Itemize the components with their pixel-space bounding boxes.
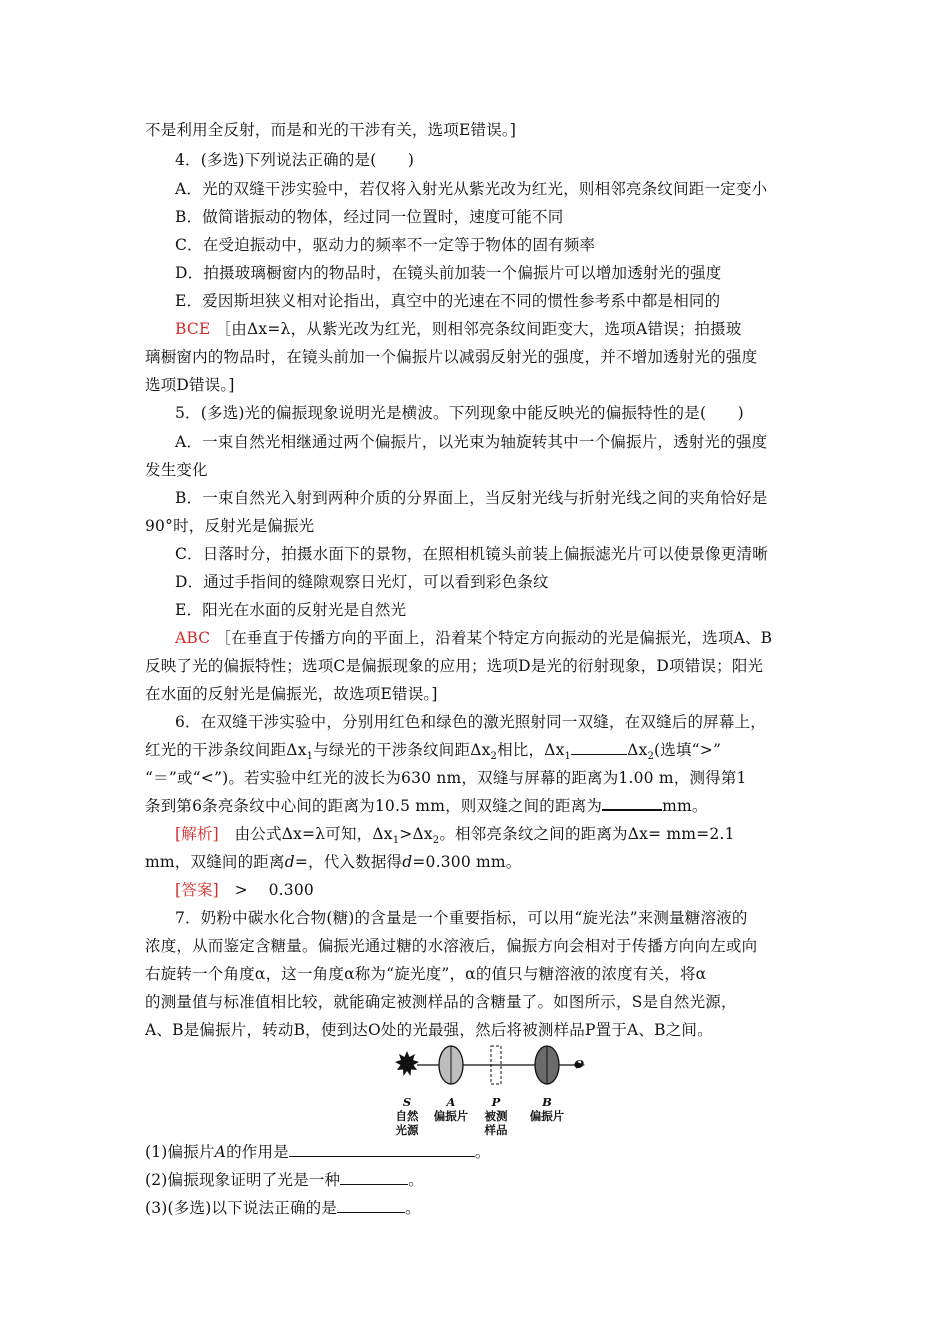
sun-icon: [395, 1051, 419, 1076]
explanation-text: 反映了光的偏振特性；选项C是偏振现象的应用；选项D是光的衍射现象，D项错误；阳光: [145, 657, 764, 675]
question-5-option-a: A．一束自然光相继通过两个偏振片，以光束为轴旋转其中一个偏振片，透射光的强度: [175, 433, 768, 451]
question-5-option-c: C．日落时分，拍摄水面下的景物，在照相机镜头前装上偏振滤光片可以使景像更清晰: [175, 545, 768, 563]
subscript: 1: [392, 835, 400, 847]
question-7-line: 右旋转一个角度α，这一角度α称为“旋光度”，α的值只与糖溶液的浓度有关，将α: [145, 965, 707, 983]
text-span: (选填“>”: [654, 741, 722, 759]
question-4-option-b: B．做简谐振动的物体，经过同一位置时，速度可能不同: [175, 208, 564, 226]
label-o: O: [573, 1057, 585, 1071]
answer-label: BCE: [175, 320, 211, 338]
text-span: 。: [405, 1199, 421, 1217]
text-span: d: [284, 853, 295, 871]
sub-question-2: [145, 1166, 825, 1194]
question-6-line: “＝”或“<”)。若实验中红光的波长为630 nm，双缝与屏幕的距离为1.00 m，测得第1: [145, 769, 747, 787]
caption-text: 光源: [395, 1123, 419, 1137]
question-7-line: 7．奶粉中碳水化合物(糖)的含量是一个重要指标，可以用“旋光法”来测量糖溶液的: [175, 909, 748, 927]
question-7-line: A、B是偏振片，转动B，使到达O处的光最强，然后将被测样品P置于A、B之间。: [145, 1021, 713, 1039]
question-5-option-a-cont: 发生变化: [145, 461, 208, 479]
fill-blank[interactable]: [571, 740, 627, 755]
caption-text: 偏振片: [529, 1109, 565, 1123]
subscript: 1: [306, 751, 314, 763]
caption-text: 被测: [484, 1109, 508, 1123]
explanation-text: 璃橱窗内的物品时，在镜头前加一个偏振片以减弱反射光的强度，并不增加透射光的强度: [145, 348, 758, 366]
text-span: >Δx: [399, 825, 433, 843]
question-5-stem: 5．(多选)光的偏振现象说明光是横波。下列现象中能反映光的偏振特性的是( ): [175, 404, 744, 422]
label-p: P: [491, 1095, 501, 1109]
question-6-line: 6．在双缝干涉实验中，分别用红色和绿色的激光照射同一双缝，在双缝后的屏幕上，: [175, 713, 766, 731]
question-4-stem: 4．(多选)下列说法正确的是( ): [175, 151, 415, 169]
question-4-option-e: E．爱因斯坦狭义相对论指出，真空中的光速在不同的惯性参考系中都是相同的: [175, 292, 721, 310]
analysis-label: [解析]: [175, 825, 219, 843]
text-span: 。: [474, 1143, 491, 1161]
question-7-line: 的测量值与标准值相比较，就能确定被测样品的含糖量了。如图所示，S是自然光源，: [145, 993, 737, 1011]
source-caption: [385, 1095, 429, 1137]
subscript: 2: [490, 751, 498, 763]
text-span: =0.300 mm。: [412, 853, 522, 871]
text-span: 条到第6条亮条纹中心间的距离为10.5 mm，则双缝之间的距离为: [145, 797, 603, 815]
text-span: 由公式Δx=λ可知，Δx: [234, 825, 393, 843]
text-span: 红光的干涉条纹间距Δx: [145, 741, 307, 759]
fill-blank[interactable]: [340, 1170, 408, 1185]
polarizer-a-caption: [429, 1095, 473, 1123]
label-s: S: [402, 1095, 412, 1109]
caption-text: 样品: [484, 1123, 508, 1137]
question-5-explanation: [175, 624, 855, 652]
text-span: 。相邻亮条纹之间的距离为Δx= mm=2.1: [439, 825, 735, 843]
question-5-option-b: B．一束自然光入射到两种介质的分界面上，当反射光线与折射光线之间的夹角恰好是: [175, 489, 768, 507]
sub-question-1: [145, 1138, 825, 1166]
subscript: 2: [647, 751, 655, 763]
text-span: A: [214, 1143, 227, 1161]
explanation-text: ［在垂直于传播方向的平面上，沿着某个特定方向振动的光是偏振光，选项A、B: [215, 629, 773, 647]
question-4-option-a: A．光的双缝干涉实验中，若仅将入射光从紫光改为红光，则相邻亮条纹间距一定变小: [175, 180, 768, 198]
text-span: 的作用是: [226, 1143, 289, 1161]
answer-label: ABC: [175, 629, 211, 647]
text-span: Δx: [627, 741, 648, 759]
fill-blank[interactable]: [289, 1142, 475, 1157]
question-6-analysis: [145, 848, 825, 876]
text-span: > 0.300: [234, 881, 314, 899]
question-4-option-d: D．拍摄玻璃橱窗内的物品时，在镜头前加装一个偏振片可以增加透射光的强度: [175, 264, 722, 282]
text-line: 不是利用全反射，而是和光的干涉有关，选项E错误。]: [145, 121, 517, 139]
explanation-text: 在水面的反射光是偏振光，故选项E错误。]: [145, 685, 438, 703]
sample-caption: [474, 1095, 518, 1137]
explanation-text: ［由Δx=λ，从紫光改为红光，则相邻亮条纹间距变大，选项A错误；拍摄玻: [215, 320, 742, 338]
label-a: A: [446, 1095, 456, 1109]
text-span: mm。: [662, 797, 708, 815]
question-5-option-d: D．通过手指间的缝隙观察日光灯，可以看到彩色条纹: [175, 573, 549, 591]
text-span: 相比，Δx: [497, 741, 565, 759]
fill-blank[interactable]: [602, 795, 662, 811]
question-7-line: 浓度，从而鉴定含糖量。偏振光通过糖的水溶液后，偏振方向会相对于传播方向向左或向: [145, 937, 758, 955]
subscript: 2: [432, 835, 440, 847]
question-4-option-c: C．在受迫振动中，驱动力的频率不一定等于物体的固有频率: [175, 236, 596, 254]
text-span: 与绿光的干涉条纹间距Δx: [313, 741, 491, 759]
text-span: 。: [408, 1171, 424, 1189]
explanation-text: 选项D错误。]: [145, 376, 235, 394]
text-span: (2)偏振现象证明了光是一种: [145, 1171, 341, 1189]
sub-question-3: [145, 1194, 825, 1222]
text-span: (1)偏振片: [145, 1143, 215, 1161]
label-b: B: [542, 1095, 552, 1109]
subscript: 1: [564, 751, 572, 763]
polarizer-b-caption: [525, 1095, 569, 1123]
caption-text: 偏振片: [433, 1109, 469, 1123]
diagram-graphic: [395, 1043, 595, 1098]
text-span: =，代入数据得: [294, 853, 403, 871]
fill-blank[interactable]: [337, 1198, 405, 1213]
question-4-explanation: [175, 315, 855, 343]
polarization-diagram: [395, 1043, 595, 1138]
question-6-answer: [175, 876, 855, 904]
text-span: mm，双缝间的距离: [145, 853, 285, 871]
question-5-option-e: E．阳光在水面的反射光是自然光: [175, 601, 407, 619]
question-6-line: [145, 792, 825, 820]
answer-label: [答案]: [175, 881, 219, 899]
text-span: (3)(多选)以下说法正确的是: [145, 1199, 338, 1217]
caption-text: 自然: [395, 1109, 419, 1123]
text-span: d: [402, 853, 413, 871]
question-5-option-b-cont: 90°时，反射光是偏振光: [145, 517, 315, 535]
